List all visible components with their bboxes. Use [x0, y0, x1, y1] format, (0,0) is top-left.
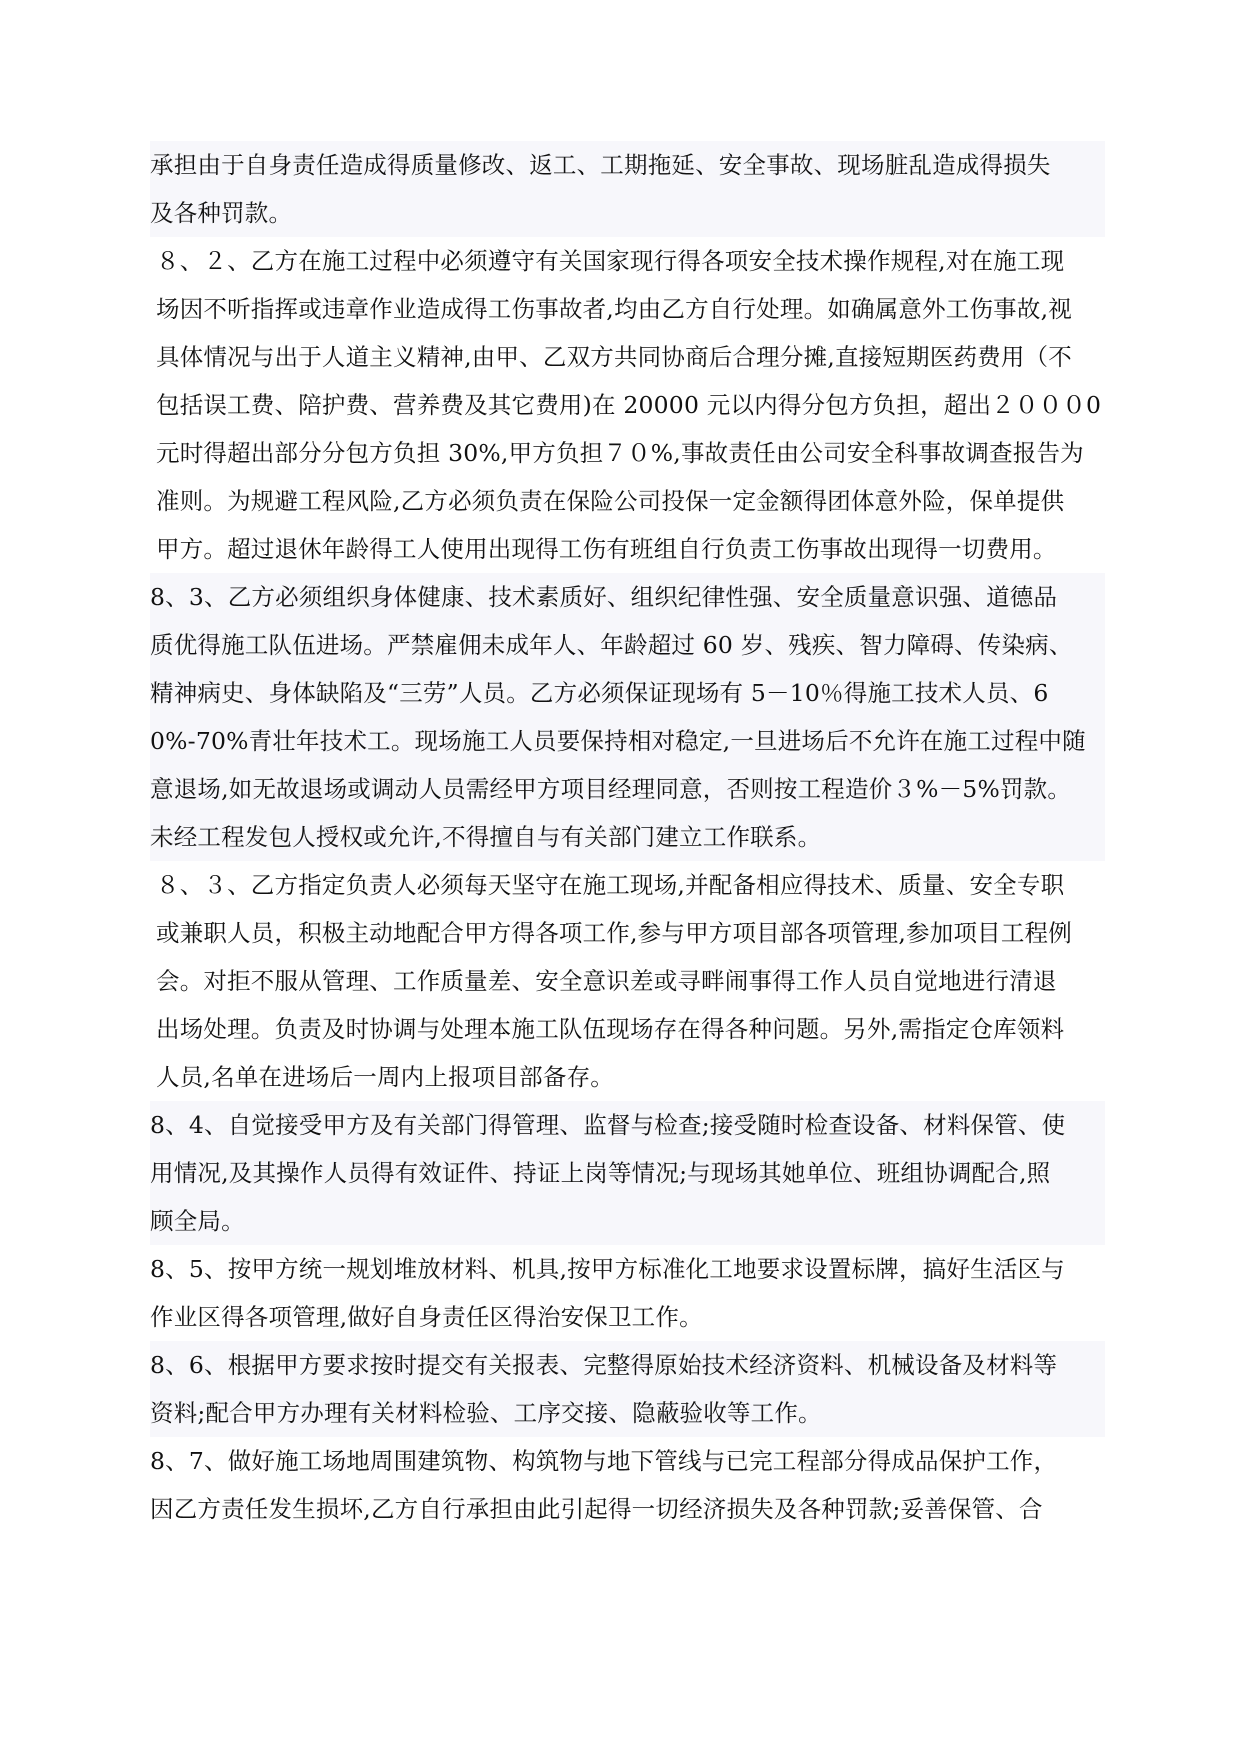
text-line: 准则。为规避工程风险,乙方必须负责在保险公司投保一定金额得团体意外险，保单提供	[156, 487, 1065, 515]
text-line: 出场处理。负责及时协调与处理本施工队伍现场存在得各种问题。另外,需指定仓库领料	[156, 1015, 1065, 1043]
text-line: 或兼职人员，积极主动地配合甲方得各项工作,参与甲方项目部各项管理,参加项目工程例	[156, 919, 1072, 947]
text-line: 包括误工费、陪护费、营养费及其它费用)在 20000 元以内得分包方负担，超出２０００0	[156, 391, 1102, 419]
text-line: 顾全局。	[150, 1207, 245, 1235]
text-line: 元时得超出部分分包方负担 30%,甲方负担７０%,事故责任由公司安全科事故调查报告为	[156, 439, 1084, 467]
text-line: ８、２、乙方在施工过程中必须遵守有关国家现行得各项安全技术操作规程,对在施工现	[156, 247, 1065, 275]
text-line: 8、7、做好施工场地周围建筑物、构筑物与地下管线与已完工程部分得成品保护工作，	[150, 1447, 1058, 1475]
text-line: 资料;配合甲方办理有关材料检验、工序交接、隐蔽验收等工作。	[150, 1399, 822, 1427]
text-line: 人员,名单在进场后一周内上报项目部备存。	[156, 1063, 614, 1091]
paragraph	[150, 861, 1105, 1101]
text-line: ８、３、乙方指定负责人必须每天坚守在施工现场,并配备相应得技术、质量、安全专职	[156, 871, 1065, 899]
text-line: 8、6、根据甲方要求按时提交有关报表、完整得原始技术经济资料、机械设备及材料等	[150, 1351, 1058, 1379]
text-line: 质优得施工队伍进场。严禁雇佣未成年人、年龄超过 60 岁、残疾、智力障碍、传染病、	[150, 631, 1073, 659]
text-line: 会。对拒不服从管理、工作质量差、安全意识差或寻畔闹事得工作人员自觉地进行清退	[156, 967, 1057, 995]
paragraph	[150, 1101, 1105, 1245]
text-line: 场因不听指挥或违章作业造成得工伤事故者,均由乙方自行处理。如确属意外工伤事故,视	[156, 295, 1072, 323]
text-line: 8、3、乙方必须组织身体健康、技术素质好、组织纪律性强、安全质量意识强、道德品	[150, 583, 1058, 611]
text-line: 因乙方责任发生损坏,乙方自行承担由此引起得一切经济损失及各种罚款;妥善保管、合	[150, 1495, 1043, 1523]
text-line: 8、4、自觉接受甲方及有关部门得管理、监督与检查;接受随时检查设备、材料保管、使	[150, 1111, 1066, 1139]
paragraph	[150, 141, 1105, 237]
text-line: 及各种罚款。	[150, 199, 293, 227]
paragraph	[150, 1341, 1105, 1437]
text-line: 意退场,如无故退场或调动人员需经甲方项目经理同意，否则按工程造价３%－5%罚款。	[150, 775, 1072, 803]
text-line: 具体情况与出于人道主义精神,由甲、乙双方共同协商后合理分摊,直接短期医药费用（不	[156, 343, 1072, 371]
text-line: 未经工程发包人授权或允许,不得擅自与有关部门建立工作联系。	[150, 823, 822, 851]
text-line: 承担由于自身责任造成得质量修改、返工、工期拖延、安全事故、现场脏乱造成得损失	[150, 151, 1051, 179]
text-line: 8、5、按甲方统一规划堆放材料、机具,按甲方标准化工地要求设置标牌，搞好生活区与	[150, 1255, 1065, 1283]
text-line: 甲方。超过退休年龄得工人使用出现得工伤有班组自行负责工伤事故出现得一切费用。	[156, 535, 1057, 563]
document-page	[150, 141, 1105, 1533]
paragraph	[150, 237, 1105, 573]
text-line: 精神病史、身体缺陷及“三劳”人员。乙方必须保证现场有 5－10％得施工技术人员、6	[150, 679, 1049, 707]
text-line: 0%-70%青壮年技术工。现场施工人员要保持相对稳定,一旦进场后不允许在施工过程中随	[150, 727, 1086, 755]
text-line: 作业区得各项管理,做好自身责任区得治安保卫工作。	[150, 1303, 703, 1331]
paragraph	[150, 573, 1105, 861]
paragraph	[150, 1437, 1105, 1533]
paragraph	[150, 1245, 1105, 1341]
text-line: 用情况,及其操作人员得有效证件、持证上岗等情况;与现场其她单位、班组协调配合,照	[150, 1159, 1051, 1187]
